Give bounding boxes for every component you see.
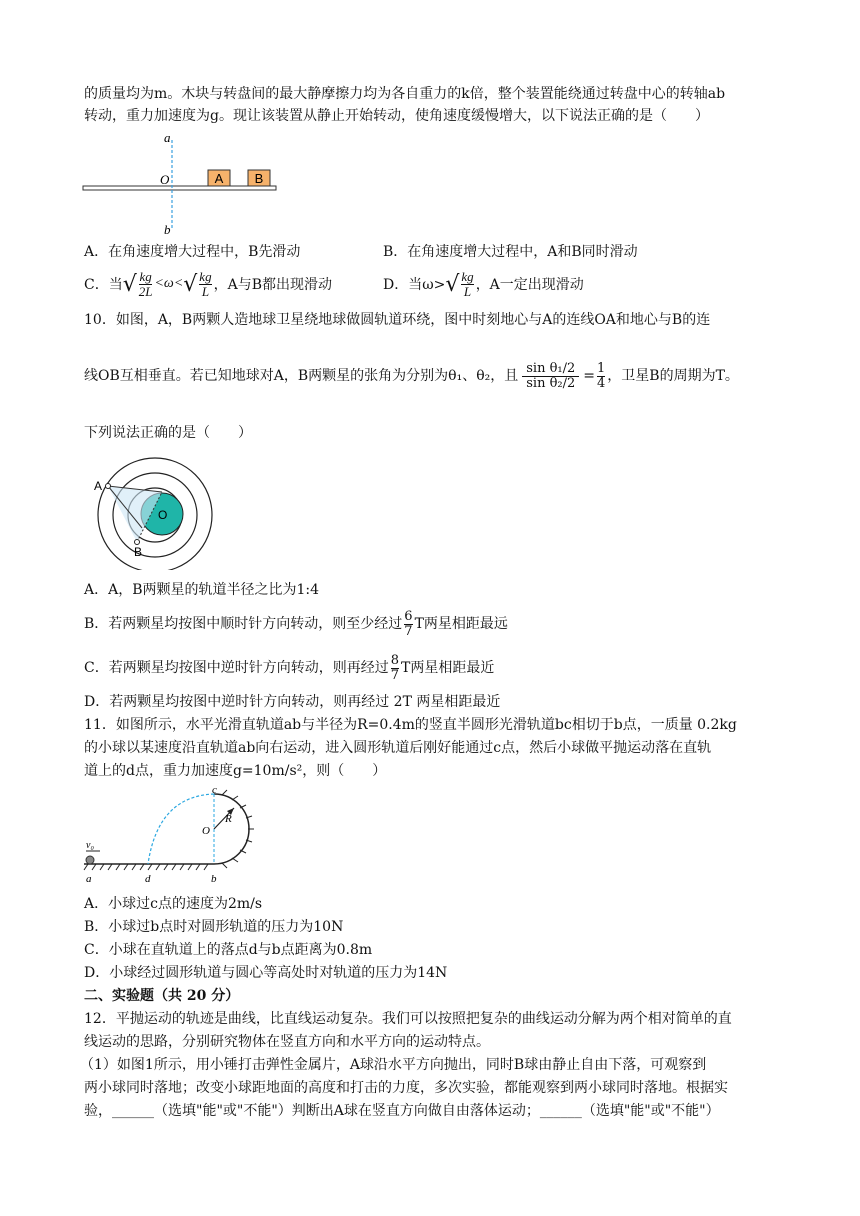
q11-line-2: 的小球以某速度沿直轨道ab向右运动，进入圆形轨道后刚好能通过c点，然后小球做平抛运动落在直轨 (84, 740, 712, 756)
q9-option-c-mid: <ω< (154, 276, 184, 291)
q10-option-d: D．若两颗星均按图中逆时针方向转动，则再经过 2T 两星相距最近 (84, 694, 501, 710)
frac-den: 7 (390, 667, 399, 683)
q12-line-5: 验，______（选填"能"或"不能"）判断出A球在竖直方向做自由落体运动；______（选填"能"或"不能"） (84, 1103, 720, 1119)
semicircle-track (214, 794, 249, 864)
semicircle-hatching (222, 790, 254, 868)
sqrt-sign: √ (122, 271, 137, 297)
block-a-label: A (214, 171, 224, 186)
q9-option-b: B．在角速度增大过程中，A和B同时滑动 (383, 244, 638, 260)
block-b-label: B (254, 171, 264, 186)
satellite-b (135, 540, 140, 545)
q11-option-a: A．小球过c点的速度为2m/s (84, 896, 263, 912)
frac-num: kg (139, 268, 152, 284)
sine-denominator: sin θ₂/2 (526, 375, 576, 391)
turntable-bar (83, 186, 276, 190)
track-figure (82, 786, 262, 886)
q10-option-c-post: T两星相距最近 (401, 660, 495, 676)
label-d: d (145, 873, 151, 885)
q10-line-2-post: ，卫星B的周期为T。 (607, 368, 739, 384)
sqrt-sign: √ (183, 271, 198, 297)
label-v0: v₀ (86, 840, 94, 851)
q11-option-c: C．小球在直轨道上的落点d与b点距离为0.8m (84, 942, 373, 958)
center-label-o: O (160, 172, 170, 187)
sine-ratio-fraction (522, 362, 579, 391)
q9-option-d-post: ，A一定出现滑动 (475, 277, 584, 293)
q10-line-2: 线OB互相垂直。若已知地球对A，B两颗星的张角为分别为θ₁、θ₂，且 $\frac{\text{sin θ₁/2}}{\text{sin θ₂/2}}$ = $\frac{1}{4}$ ，卫星B的周期为T。 (84, 360, 739, 391)
q10-option-c (84, 648, 494, 688)
section-heading: 二、实验题（共 20 分） (84, 988, 240, 1004)
ratio-den: 4 (597, 375, 606, 391)
label-a: a (86, 873, 92, 885)
q10-line-2-pre: 线OB互相垂直。若已知地球对A，B两颗星的张角为分别为θ₁、θ₂，且 (84, 368, 519, 384)
q9-line-2: 转动，重力加速度为g。现让该装置从静止开始转动，使角速度缓慢增大，以下说法正确的是（ ） (84, 108, 709, 124)
q11-line-3: 道上的d点，重力加速度g=10m/s²，则（ ） (84, 763, 387, 779)
frac-den: L (201, 283, 210, 299)
label-b: b (211, 873, 217, 885)
frac-den: 7 (404, 623, 413, 639)
q9-option-a: A．在角速度增大过程中，B先滑动 (84, 244, 301, 260)
frac-num: 6 (404, 608, 413, 624)
fraction-kg-2l (139, 270, 153, 299)
fraction-kg-l (199, 270, 211, 299)
q9-option-c-post: ，A与B都出现滑动 (213, 277, 332, 293)
q12-line-4: 两小球同时落地；改变小球距地面的高度和打击的力度，多次实验，都能观察到两小球同时落地。根据实 (84, 1080, 728, 1096)
fraction-8-7 (391, 654, 399, 683)
ratio-num: 1 (597, 360, 606, 376)
frac-num: kg (461, 268, 474, 284)
q9-option-d (383, 264, 584, 304)
q11-line-1: 11．如图所示，水平光滑直轨道ab与半径为R=0.4m的竖直半圆形光滑轨道bc相切于b点，一质量 0.2kg (84, 717, 737, 733)
frac-den: L (463, 283, 472, 299)
frac-den: 2L (138, 283, 153, 299)
sine-numerator: sin θ₁/2 (522, 362, 579, 377)
axis-label-a: a (164, 132, 171, 145)
q10-option-b-pre: B．若两颗星均按图中顺时针方向转动，则至少经过 (84, 616, 403, 632)
frac-num: kg (199, 268, 212, 284)
satellite-a (106, 484, 111, 489)
q10-option-b-post: T两星相距最远 (414, 616, 508, 632)
q10-line-1: 10．如图，A，B两颗人造地球卫星绕地球做圆轨道环绕，图中时刻地心与A的连线OA和地心与B的连 (84, 312, 711, 328)
label-o: O (202, 825, 210, 837)
label-c: c (212, 786, 217, 796)
orbit-figure (90, 450, 230, 570)
track-hatching (84, 864, 208, 870)
q9-option-c-pre: C．当 (84, 277, 123, 293)
q9-option-d-pre: D．当ω> (383, 277, 446, 293)
fraction-6-7 (404, 610, 412, 639)
q10-option-b (84, 604, 508, 644)
q12-line-1: 12．平抛运动的轨迹是曲线，比直线运动复杂。我们可以按照把复杂的曲线运动分解为两个相对简单的直 (84, 1011, 732, 1027)
label-b: B (134, 545, 143, 559)
q10-line-3: 下列说法正确的是（ ） (84, 425, 252, 441)
q11-option-d: D．小球经过圆形轨道与圆心等高处时对轨道的压力为14N (84, 965, 448, 981)
fraction-kg-l (461, 270, 473, 299)
turntable-figure (80, 132, 280, 236)
frac-num: 8 (390, 652, 399, 668)
label-r: R (225, 813, 232, 825)
q10-option-c-pre: C．若两颗星均按图中逆时针方向转动，则再经过 (84, 660, 389, 676)
q9-option-c (84, 264, 332, 304)
ball (86, 856, 94, 864)
sqrt-sign: √ (445, 271, 460, 297)
q11-option-b: B．小球过b点时对圆形轨道的压力为10N (84, 919, 344, 935)
label-a: A (94, 479, 103, 493)
ratio-fraction (597, 362, 605, 391)
axis-label-b: b (164, 222, 171, 236)
q12-line-3: （1）如图1所示，用小锤打击弹性金属片，A球沿水平方向抛出，同时B球由静止自由下落，可观察到 (80, 1057, 707, 1073)
label-o: O (158, 508, 168, 522)
q9-line-1: 的质量均为m。木块与转盘间的最大静摩擦力均为各自重力的k倍，整个装置能绕通过转盘中心的转轴ab (84, 86, 726, 102)
q12-line-2: 线运动的思路，分别研究物体在竖直方向和水平方向的运动特点。 (84, 1034, 490, 1050)
q10-option-a: A．A，B两颗星的轨道半径之比为1:4 (84, 582, 320, 598)
